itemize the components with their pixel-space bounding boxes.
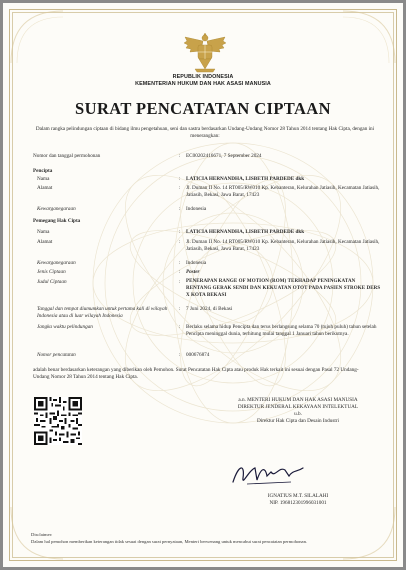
holder-name: LATICIA HERNANDHA, LISBETH PARDEDE dkk	[186, 229, 305, 235]
corner-ornament	[339, 7, 399, 67]
garuda-emblem-icon	[181, 29, 229, 73]
signatory-line-1: a.n. MENTERI HUKUM DAN HAK ASASI MANUSIA	[238, 397, 358, 403]
intro-paragraph: Dalam rangka pelindungan ciptaan di bidang ilmu pengetahuan, seni dan sastra berdasarkan Undang-Undang Nomor 28 Tahun 2014 tentang Hak Cipta, dengan ini menerangkan:	[35, 126, 375, 140]
creator-address: Jl. Duman II No. 14 RT005/RW010 Kp. Kebanteran, Kelurahan Jatiasih, Kecamatan Jatiasih, Jatiasih, Bekasi, Jawa Barat, 17423	[186, 185, 380, 198]
creator-nationality: Indonesia	[186, 206, 207, 212]
colon: :	[179, 206, 181, 212]
colon: :	[179, 352, 181, 358]
corner-ornament	[339, 503, 399, 563]
country-header: REPUBLIK INDONESIA	[172, 74, 234, 80]
certificate-page	[3, 3, 403, 567]
colon: :	[179, 229, 181, 235]
colon: :	[179, 176, 181, 182]
colon: :	[179, 185, 181, 191]
document-title: SURAT PENCATATAN CIPTAAN	[75, 99, 331, 118]
creator-section-heading: Pencipta	[33, 168, 53, 174]
signatory-line-3: u.b.	[294, 411, 302, 417]
holder-address: Jl. Duman II No. 14 RT005/RW010 Kp. Kebanteran, Kelurahan Jatiasih, Kecamatan Jatiasih, Jatiasih, Bekasi, Jawa Barat, 17423	[186, 239, 380, 252]
protection-period-value: Berlaku selama hidup Pencipta dan terus berlangsung selama 70 (tujuh puluh) tahun setelah Pencipta meninggal dunia, terhitung mulai tanggal 1 Januari tahun berikutnya.	[186, 324, 377, 337]
colon: :	[179, 279, 181, 285]
work-type: Poster	[186, 269, 200, 275]
announce-value: 7 Juni 2024, di Bekasi	[186, 306, 233, 312]
protection-period-label: Jangka waktu pelindungan	[37, 324, 93, 330]
disclaimer-label: Disclaimer:	[31, 532, 53, 537]
ministry-header: KEMENTERIAN HUKUM DAN HAK ASASI MANUSIA	[135, 81, 271, 87]
record-number-label: Nomor pencatatan	[37, 352, 76, 358]
handwritten-signature	[227, 460, 307, 490]
creator-name-label: Nama	[37, 176, 50, 182]
work-type-label: Jenis Ciptaan	[37, 269, 66, 275]
closing-paragraph: adalah benar berdasarkan keterangan yang diberikan oleh Pemohon. Surat Pencatatan Hak Cipta atau produk Hak terkait ini sesuai dengan Pasal 72 Undang-Undang Nomor 28 Tahun 2014 tentang Hak Cipta.	[33, 367, 359, 380]
holder-section-heading: Pemegang Hak Cipta	[33, 218, 81, 224]
record-number: 000676874	[186, 352, 210, 358]
signatory-name: IGNATIUS M.T. SILALAHI	[267, 493, 329, 499]
signatory-nip: NIP. 196812301996031001	[269, 500, 327, 506]
colon: :	[179, 239, 181, 245]
colon: :	[179, 269, 181, 275]
qr-code	[34, 397, 82, 445]
creator-name: LATICIA HERNANDHA, LISBETH PARDEDE dkk	[186, 176, 305, 182]
colon: :	[179, 306, 181, 312]
holder-nationality: Indonesia	[186, 260, 207, 266]
colon: :	[179, 260, 181, 266]
work-title: PENERAPAN RANGE OF MOTION (ROM) TERHADAP PENINGKATAN RENTANG GERAK SENDI DAN KEKUATAN OTOT PADA PASIEN STROKE DERS X KOTA BEKASI	[186, 279, 381, 298]
signatory-line-2: DIREKTUR JENDERAL KEKAYAAN INTELEKTUAL	[237, 404, 359, 410]
work-title-label: Judul Ciptaan	[37, 279, 67, 285]
application-label: Nomor dan tanggal permohonan	[33, 153, 101, 159]
colon: :	[179, 153, 181, 159]
signatory-line-4: Direktur Hak Cipta dan Desain Industri	[257, 418, 339, 424]
application-value: EC00202416671, 7 September 2024	[186, 153, 262, 159]
holder-name-label: Nama	[37, 229, 50, 235]
announce-label: Tanggal dan tempat diumumkan untuk pertama kali di wilayah Indonesia atau di luar wilayah Indonesia	[37, 306, 168, 319]
holder-nationality-label: Kewarganegaraan	[37, 260, 76, 266]
colon: :	[179, 324, 181, 330]
creator-nationality-label: Kewarganegaraan	[37, 206, 76, 212]
disclaimer-text: Dalam hal pemohon memberikan keterangan tidak sesuai dengan surat pernyataan, Menteri berwenang untuk mencabut surat pencatatan permohonan.	[31, 539, 308, 544]
creator-address-label: Alamat	[37, 185, 53, 191]
holder-address-label: Alamat	[37, 239, 53, 245]
corner-ornament	[7, 7, 67, 67]
